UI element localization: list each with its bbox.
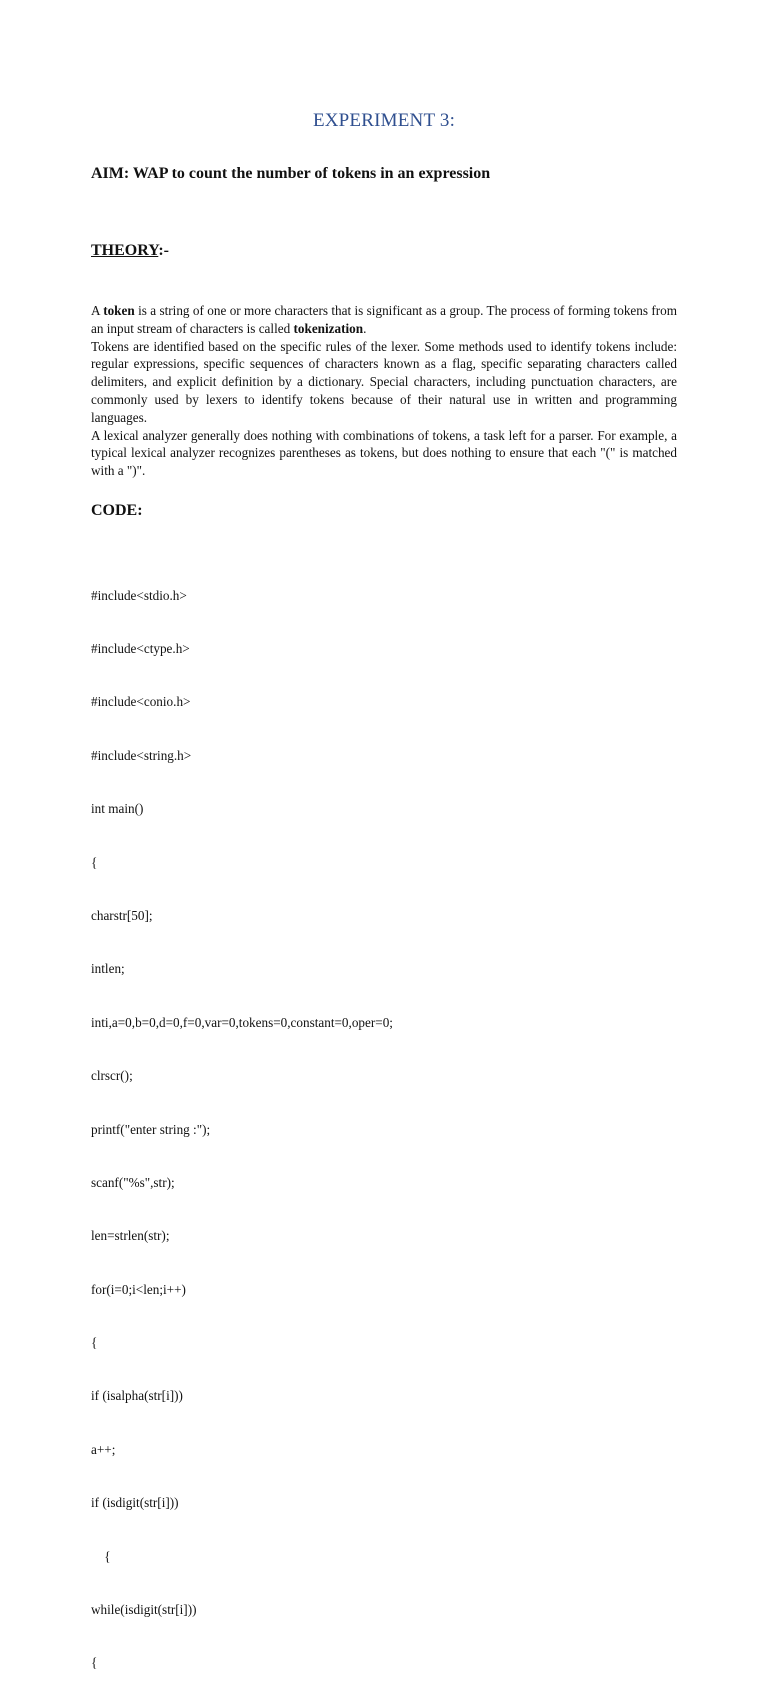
code-line: #include<stdio.h> <box>91 587 187 603</box>
code-line: a++; <box>91 1441 116 1457</box>
code-line: for(i=0;i<len;i++) <box>91 1281 186 1297</box>
code-line: { <box>91 854 98 870</box>
code-line: printf("enter string :"); <box>91 1121 211 1137</box>
theory-paragraph-2: Tokens are identified based on the specific rules of the lexer. Some methods used to identify tokens include: regular expressions, specific sequences of characters known as a flag, specific separating characters called delimiters, and explicit definition by a dictionary. Special characters, including punctuation characters, are commonly used by lexers to identify tokens because of their natural use in written and programming languages. <box>91 338 677 425</box>
code-line: if (isalpha(str[i])) <box>91 1388 183 1404</box>
code-line: #include<ctype.h> <box>91 640 190 656</box>
code-line: { <box>91 1335 98 1351</box>
code-line: { <box>91 1548 111 1564</box>
experiment-title: EXPERIMENT 3: <box>312 110 456 131</box>
aim-text: AIM: WAP to count the number of tokens in an expression <box>91 165 491 182</box>
code-line: clrscr(); <box>91 1068 133 1084</box>
theory-p1-suffix: . <box>363 320 367 336</box>
theory-body <box>91 302 677 480</box>
code-line: if (isdigit(str[i])) <box>91 1495 179 1511</box>
code-line: #include<conio.h> <box>91 694 191 710</box>
theory-p1-mid: is a string of one or more characters that is significant as a group. The process of forming tokens from an input stream of characters is called <box>91 303 678 336</box>
code-block <box>91 551 393 1708</box>
code-line: intlen; <box>91 961 125 977</box>
theory-p1-prefix: A <box>91 303 104 318</box>
code-line: while(isdigit(str[i])) <box>91 1602 197 1618</box>
theory-heading <box>91 242 169 260</box>
code-heading: CODE: <box>91 502 143 519</box>
code-line: int main() <box>91 801 144 817</box>
theory-paragraph-1 <box>91 302 677 338</box>
theory-term-tokenization: tokenization <box>293 320 364 336</box>
theory-heading-suffix: :- <box>158 242 169 259</box>
code-line: charstr[50]; <box>91 907 153 923</box>
code-line: scanf("%s",str); <box>91 1174 175 1190</box>
theory-heading-text: THEORY <box>91 242 159 259</box>
code-line: #include<string.h> <box>91 747 192 763</box>
code-line: len=strlen(str); <box>91 1228 170 1244</box>
theory-term-token: token <box>103 303 135 318</box>
code-line: { <box>91 1655 98 1671</box>
code-line: inti,a=0,b=0,d=0,f=0,var=0,tokens=0,constant=0,oper=0; <box>91 1014 393 1030</box>
aim-heading <box>91 165 490 183</box>
theory-paragraph-3: A lexical analyzer generally does nothing with combinations of tokens, a task left for a parser. For example, a typical lexical analyzer recognizes parentheses as tokens, but does nothing to ensure that each "(" is matched with a ")". <box>91 427 677 479</box>
